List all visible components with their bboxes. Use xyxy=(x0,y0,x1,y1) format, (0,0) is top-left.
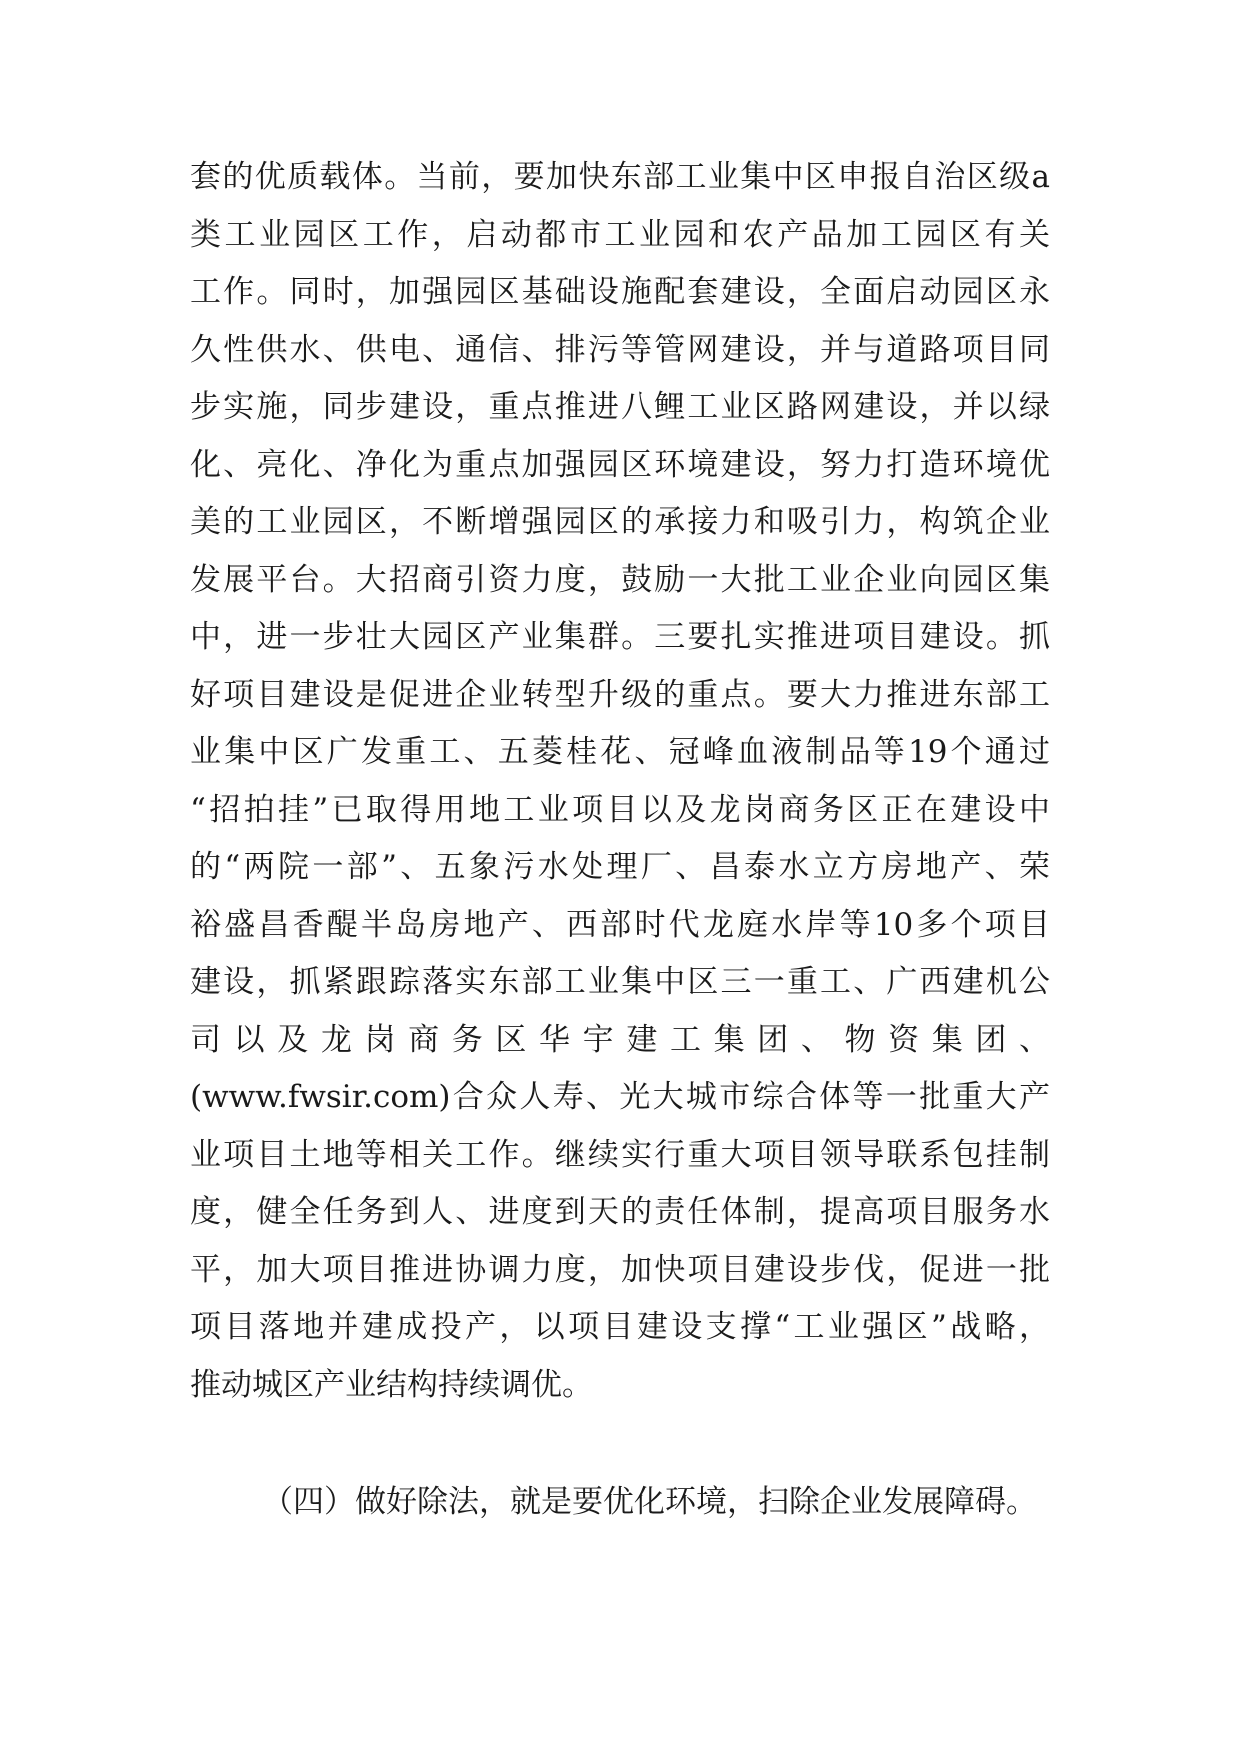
paragraph-line-22: 推动城区产业结构持续调优。 xyxy=(190,1367,593,1403)
paragraph-line-5: 步实施，同步建设，重点推进八鲤工业区路网建设，并以绿 xyxy=(190,389,1050,425)
paragraph-line-20: 平，加大项目推进协调力度，加快项目建设步伐，促进一批 xyxy=(190,1252,1050,1288)
paragraph-line-6: 化、亮化、净化为重点加强园区环境建设，努力打造环境优 xyxy=(190,447,1050,483)
paragraph-line-3: 工作。同时，加强园区基础设施配套建设，全面启动园区永 xyxy=(190,274,1050,310)
paragraph-line-4: 久性供水、供电、通信、排污等管网建设，并与道路项目同 xyxy=(190,332,1050,368)
paragraph-line-14: 裕盛昌香醍半岛房地产、西部时代龙庭水岸等10多个项目 xyxy=(190,907,1050,943)
paragraph-line-8: 发展平台。大招商引资力度，鼓励一大批工业企业向园区集 xyxy=(190,562,1050,598)
paragraph-line-21: 项目落地并建成投产，以项目建设支撑“工业强区”战略， xyxy=(190,1309,1050,1345)
paragraph-line-10: 好项目建设是促进企业转型升级的重点。要大力推进东部工 xyxy=(190,677,1050,713)
paragraph-line-13: 的“两院一部”、五象污水处理厂、昌泰水立方房地产、荣 xyxy=(190,849,1050,885)
paragraph-line-9: 中，进一步壮大园区产业集群。三要扎实推进项目建设。抓 xyxy=(190,619,1050,655)
section-heading: （四）做好除法，就是要优化环境，扫除企业发展障碍。 xyxy=(262,1484,1037,1520)
paragraph-line-11: 业集中区广发重工、五菱桂花、冠峰血液制品等19个通过 xyxy=(190,734,1050,770)
paragraph-line-12: “招拍挂”已取得用地工业项目以及龙岗商务区正在建设中 xyxy=(190,792,1050,828)
paragraph-line-7: 美的工业园区，不断增强园区的承接力和吸引力，构筑企业 xyxy=(190,504,1050,540)
paragraph-line-19: 度，健全任务到人、进度到天的责任体制，提高项目服务水 xyxy=(190,1194,1050,1230)
paragraph-line-17: (www.fwsir.com)合众人寿、光大城市综合体等一批重大产 xyxy=(190,1079,1050,1115)
paragraph-line-2: 类工业园区工作，启动都市工业园和农产品加工园区有关 xyxy=(190,217,1050,253)
paragraph-line-16: 司以及龙岗商务区华宇建工集团、物资集团、 xyxy=(190,1022,1050,1058)
paragraph-line-1: 套的优质载体。当前，要加快东部工业集中区申报自治区级a xyxy=(190,159,1050,195)
paragraph-line-18: 业项目土地等相关工作。继续实行重大项目领导联系包挂制 xyxy=(190,1137,1050,1173)
paragraph-line-15: 建设，抓紧跟踪落实东部工业集中区三一重工、广西建机公 xyxy=(190,964,1050,1000)
